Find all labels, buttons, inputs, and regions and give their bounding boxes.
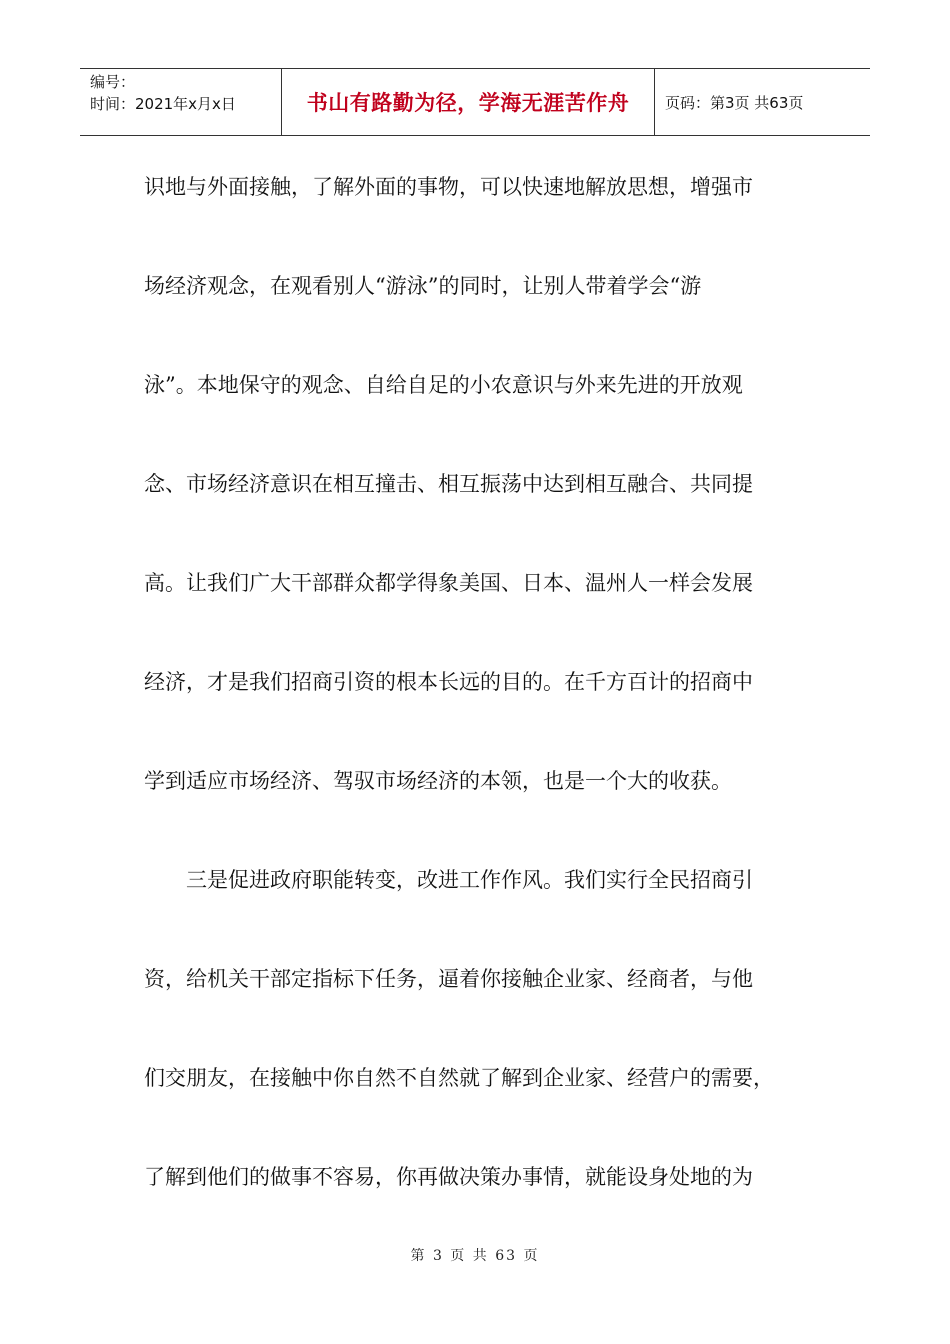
body-line-paragraph-start: 三是促进政府职能转变，改进工作作风。我们实行全民招商引 [186, 868, 753, 892]
body-line: 们交朋友，在接触中你自然不自然就了解到企业家、经营户的需要， [144, 1066, 774, 1090]
header-page-cell [655, 69, 870, 135]
body-line: 了解到他们的做事不容易，你再做决策办事情，就能设身处地的为 [144, 1165, 753, 1189]
body-line: 泳”。本地保守的观念、自给自足的小农意识与外来先进的开放观 [144, 373, 743, 397]
document-body [144, 165, 814, 1254]
page-footer: 第 3 页 共 63 页 [410, 1248, 540, 1264]
document-number-label: 编号： [90, 73, 136, 91]
header-motto-cell [282, 69, 655, 135]
body-line: 场经济观念，在观看别人“游泳”的同时，让别人带着学会“游 [144, 274, 702, 298]
header-motto: 书山有路勤为径，学海无涯苦作舟 [306, 90, 630, 115]
document-header [80, 68, 870, 136]
body-line: 资，给机关干部定指标下任务，逼着你接触企业家、经商者，与他 [144, 967, 753, 991]
header-meta-cell [80, 69, 282, 135]
body-line: 学到适应市场经济、驾驭市场经济的本领，也是一个大的收获。 [144, 769, 732, 793]
body-line: 念、市场经济意识在相互撞击、相互振荡中达到相互融合、共同提 [144, 472, 753, 496]
body-line: 识地与外面接触，了解外面的事物，可以快速地解放思想，增强市 [144, 175, 753, 199]
document-date-label: 时间：2021年x月x日 [90, 95, 236, 113]
header-page-info: 页码：第3页 共63页 [665, 93, 804, 112]
body-line: 高。让我们广大干部群众都学得象美国、日本、温州人一样会发展 [144, 571, 753, 595]
body-line: 经济，才是我们招商引资的根本长远的目的。在千方百计的招商中 [144, 670, 753, 694]
